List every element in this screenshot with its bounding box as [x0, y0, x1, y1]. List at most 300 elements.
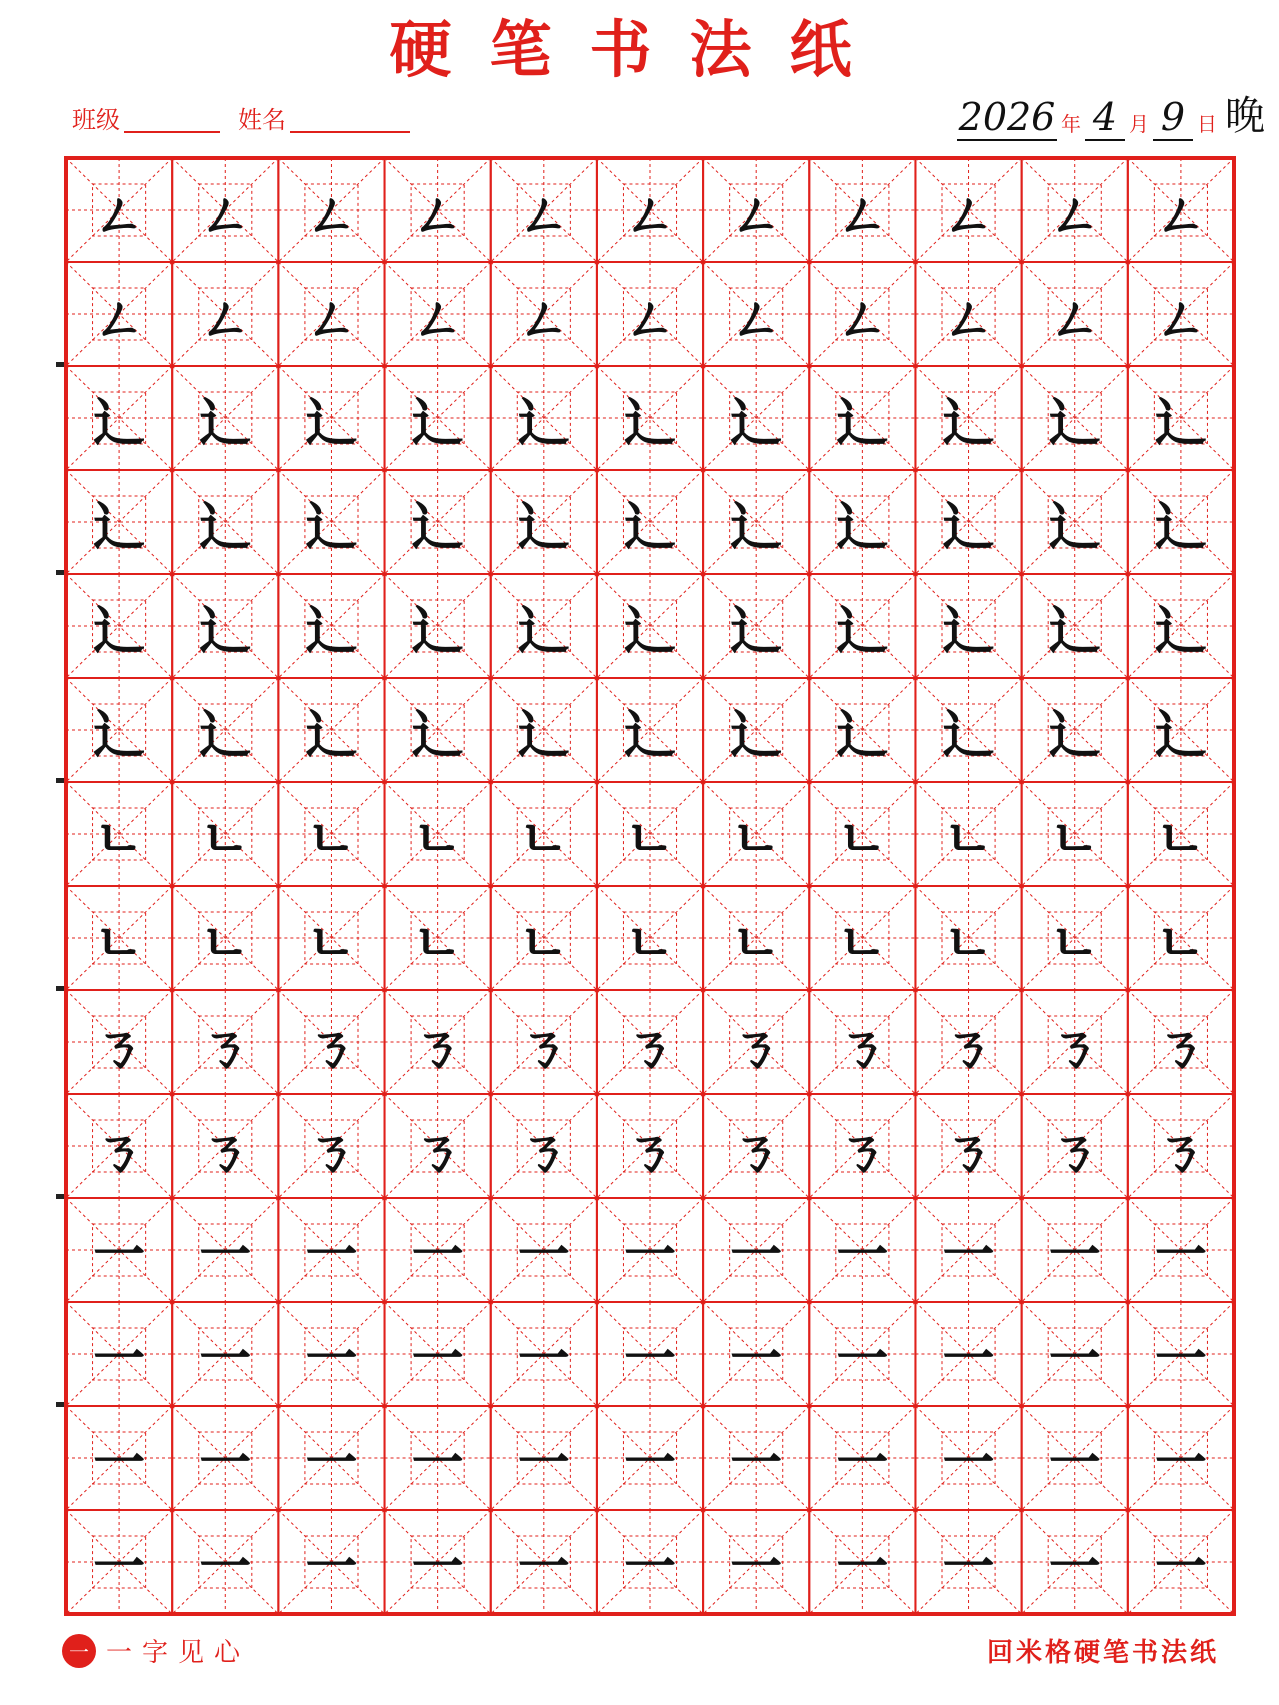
grid-cell[interactable] [915, 782, 1021, 886]
grid-cell[interactable] [809, 470, 915, 574]
practice-stroke: ㄥ [93, 184, 146, 246]
grid-cell[interactable] [809, 574, 915, 678]
grid-cell[interactable] [703, 1510, 809, 1614]
grid-cell[interactable] [703, 262, 809, 366]
grid-cell[interactable] [703, 366, 809, 470]
practice-stroke: 一 [517, 1536, 570, 1598]
margin-tick [56, 1194, 64, 1199]
practice-stroke: ㄥ [942, 184, 995, 246]
practice-stroke: 辶 [942, 704, 995, 766]
grid-cell[interactable] [172, 366, 278, 470]
grid-cell[interactable] [809, 782, 915, 886]
practice-stroke: 辶 [411, 496, 464, 558]
grid-cell[interactable] [278, 782, 384, 886]
practice-stroke: ㄋ [411, 1016, 464, 1078]
practice-stroke: 辶 [942, 600, 995, 662]
grid-cell[interactable] [278, 262, 384, 366]
grid-cell[interactable] [385, 886, 491, 990]
grid-cell[interactable] [915, 366, 1021, 470]
grid-cell[interactable] [703, 470, 809, 574]
grid-cell[interactable] [66, 1198, 172, 1302]
practice-stroke: 辶 [623, 600, 677, 662]
grid-cell[interactable] [809, 262, 915, 366]
practice-stroke: ㄴ [306, 808, 357, 870]
practice-stroke: 一 [942, 1328, 995, 1390]
date-day[interactable]: 9 [1153, 95, 1193, 141]
practice-stroke: ㄥ [517, 288, 570, 350]
grid-cell[interactable] [491, 1094, 597, 1198]
practice-stroke: 一 [836, 1536, 889, 1598]
practice-stroke: 辶 [942, 496, 995, 558]
grid-cell[interactable] [809, 1302, 915, 1406]
grid-cell[interactable] [809, 990, 915, 1094]
grid-cell[interactable] [1128, 782, 1234, 886]
practice-stroke: ㄥ [1154, 184, 1207, 246]
practice-stroke: 一 [942, 1224, 995, 1286]
grid-cell[interactable] [809, 158, 915, 262]
practice-stroke: 一 [836, 1432, 889, 1494]
practice-stroke: ㄥ [411, 184, 464, 246]
practice-stroke: 一 [305, 1432, 358, 1494]
practice-stroke: 辶 [517, 600, 570, 662]
grid-cell[interactable] [809, 366, 915, 470]
grid-cell[interactable] [809, 1406, 915, 1510]
grid-cell[interactable] [278, 886, 384, 990]
grid-cell[interactable] [1128, 470, 1234, 574]
margin-tick [56, 570, 64, 575]
grid-cell[interactable] [172, 1510, 278, 1614]
practice-stroke: 一 [517, 1432, 570, 1494]
grid-cell[interactable] [1128, 1198, 1234, 1302]
practice-stroke: ㄋ [730, 1120, 783, 1182]
grid-cell[interactable] [915, 1302, 1021, 1406]
practice-stroke: 一 [93, 1224, 146, 1286]
grid-cell[interactable] [172, 158, 278, 262]
grid-cell[interactable] [278, 1302, 384, 1406]
practice-stroke: 一 [1048, 1328, 1101, 1390]
practice-stroke: ㄴ [624, 912, 676, 974]
grid-cell[interactable] [1022, 158, 1128, 262]
grid-cell[interactable] [278, 366, 384, 470]
practice-stroke: 一 [305, 1328, 358, 1390]
grid-cell[interactable] [703, 886, 809, 990]
grid-cell[interactable] [1022, 782, 1128, 886]
grid-cell[interactable] [491, 886, 597, 990]
practice-stroke: 辶 [1048, 600, 1101, 662]
practice-stroke: ㄋ [836, 1120, 889, 1182]
practice-stroke: ㄥ [623, 184, 677, 246]
practice-stroke: 辶 [411, 600, 464, 662]
practice-stroke: 辶 [1048, 704, 1101, 766]
practice-stroke: 辶 [517, 392, 570, 454]
practice-stroke: 一 [623, 1432, 677, 1494]
practice-stroke: ㄴ [1049, 912, 1100, 974]
practice-stroke: 辶 [305, 600, 358, 662]
grid-cell[interactable] [597, 1094, 703, 1198]
date-month[interactable]: 4 [1085, 95, 1125, 141]
practice-stroke: 辶 [199, 496, 252, 558]
practice-stroke: 一 [411, 1432, 464, 1494]
grid-cell[interactable] [1022, 1198, 1128, 1302]
grid-cell[interactable] [66, 990, 172, 1094]
practice-stroke: ㄴ [518, 808, 569, 870]
date-period: 晚 [1225, 93, 1265, 139]
practice-stroke: ㄥ [836, 184, 889, 246]
grid-cell[interactable] [278, 470, 384, 574]
brand-logo-icon: 一 [62, 1634, 96, 1668]
grid-cell[interactable] [703, 1198, 809, 1302]
grid-cell[interactable] [703, 678, 809, 782]
grid-cell[interactable] [278, 158, 384, 262]
practice-stroke: ㄴ [943, 912, 994, 974]
practice-stroke: 一 [1048, 1432, 1101, 1494]
grid-cell[interactable] [491, 470, 597, 574]
grid-cell[interactable] [278, 990, 384, 1094]
grid-cell[interactable] [491, 1406, 597, 1510]
grid-cell[interactable] [1022, 574, 1128, 678]
practice-stroke: 辶 [836, 704, 889, 766]
grid-cell[interactable] [1022, 366, 1128, 470]
grid-cell[interactable] [385, 1094, 491, 1198]
grid-cell[interactable] [385, 574, 491, 678]
grid-cell[interactable] [1128, 366, 1234, 470]
practice-stroke: ㄋ [836, 1016, 889, 1078]
grid-cell[interactable] [1128, 262, 1234, 366]
practice-stroke: 一 [1154, 1328, 1207, 1390]
grid-cell[interactable] [703, 1094, 809, 1198]
grid-cell[interactable] [278, 1406, 384, 1510]
grid-cell[interactable] [809, 1094, 915, 1198]
practice-stroke: 一 [93, 1328, 146, 1390]
grid-cell[interactable] [597, 158, 703, 262]
practice-stroke: ㄋ [93, 1120, 146, 1182]
practice-stroke: 一 [730, 1536, 783, 1598]
margin-tick [56, 1402, 64, 1407]
grid-cell[interactable] [915, 262, 1021, 366]
grid-cell[interactable] [172, 1302, 278, 1406]
grid-cell[interactable] [1128, 158, 1234, 262]
practice-stroke: ㄥ [93, 288, 146, 350]
grid-cell[interactable] [1022, 470, 1128, 574]
grid-cell[interactable] [1022, 678, 1128, 782]
grid-cell[interactable] [1022, 1094, 1128, 1198]
grid-cell[interactable] [491, 158, 597, 262]
grid-cell[interactable] [172, 262, 278, 366]
practice-stroke: ㄋ [623, 1120, 677, 1182]
grid-cell[interactable] [915, 990, 1021, 1094]
practice-stroke: ㄴ [200, 912, 251, 974]
practice-stroke: 一 [1048, 1536, 1101, 1598]
practice-stroke: ㄋ [1154, 1120, 1207, 1182]
student-fields [72, 100, 428, 135]
grid-cell[interactable] [491, 1510, 597, 1614]
practice-stroke: 辶 [305, 704, 358, 766]
practice-stroke: 一 [411, 1328, 464, 1390]
practice-stroke: ㄴ [731, 808, 782, 870]
grid-cell[interactable] [385, 782, 491, 886]
grid-cell[interactable] [597, 262, 703, 366]
practice-stroke: 辶 [517, 496, 570, 558]
grid-cell[interactable] [1022, 1302, 1128, 1406]
practice-stroke: ㄴ [837, 808, 888, 870]
grid-cell[interactable] [491, 366, 597, 470]
practice-stroke: ㄋ [1048, 1016, 1101, 1078]
grid-cell[interactable] [491, 262, 597, 366]
grid-cell[interactable] [703, 1406, 809, 1510]
grid-cell[interactable] [703, 574, 809, 678]
grid-cell[interactable] [703, 782, 809, 886]
practice-stroke: 辶 [411, 704, 464, 766]
grid-cell[interactable] [1022, 262, 1128, 366]
grid-cell[interactable] [278, 1094, 384, 1198]
practice-stroke: 辶 [730, 392, 783, 454]
grid-cell[interactable] [597, 1302, 703, 1406]
grid-cell[interactable] [278, 678, 384, 782]
margin-tick [56, 778, 64, 783]
grid-cell[interactable] [491, 990, 597, 1094]
practice-stroke: ㄋ [1154, 1016, 1207, 1078]
practice-stroke: 一 [1048, 1224, 1101, 1286]
grid-cell[interactable] [597, 574, 703, 678]
grid-cell[interactable] [66, 1302, 172, 1406]
practice-stroke: 辶 [199, 392, 252, 454]
grid-cell[interactable] [915, 1198, 1021, 1302]
practice-stroke: 辶 [93, 496, 146, 558]
grid-cell[interactable] [491, 1302, 597, 1406]
grid-cell[interactable] [66, 158, 172, 262]
grid-cell[interactable] [66, 470, 172, 574]
practice-stroke: 辶 [1154, 496, 1207, 558]
grid-cell[interactable] [1128, 1302, 1234, 1406]
grid-cell[interactable] [597, 1510, 703, 1614]
name-label: 姓名 [238, 106, 286, 134]
practice-stroke: ㄥ [942, 288, 995, 350]
grid-cell[interactable] [66, 1406, 172, 1510]
grid-cell[interactable] [703, 158, 809, 262]
practice-stroke: 一 [411, 1536, 464, 1598]
practice-stroke: 一 [623, 1224, 677, 1286]
grid-cell[interactable] [915, 158, 1021, 262]
grid-cell[interactable] [491, 1198, 597, 1302]
practice-stroke: ㄥ [623, 288, 677, 350]
practice-stroke: 一 [836, 1224, 889, 1286]
grid-cell[interactable] [597, 1406, 703, 1510]
grid-cell[interactable] [597, 886, 703, 990]
grid-cell[interactable] [66, 1510, 172, 1614]
grid-cell[interactable] [915, 886, 1021, 990]
grid-cell[interactable] [1128, 1094, 1234, 1198]
grid-cell[interactable] [278, 574, 384, 678]
practice-stroke: ㄥ [836, 288, 889, 350]
practice-stroke: ㄋ [517, 1120, 570, 1182]
practice-stroke: ㄥ [1048, 184, 1101, 246]
grid-cell[interactable] [491, 574, 597, 678]
practice-stroke: 辶 [730, 704, 783, 766]
practice-stroke: 一 [199, 1536, 252, 1598]
practice-stroke: ㄥ [199, 288, 252, 350]
grid-cell[interactable] [385, 470, 491, 574]
grid-cell[interactable] [385, 262, 491, 366]
grid-cell[interactable] [172, 782, 278, 886]
grid-cell[interactable] [491, 782, 597, 886]
practice-stroke: ㄋ [199, 1120, 252, 1182]
practice-stroke: ㄴ [1155, 912, 1207, 974]
practice-stroke: 一 [1154, 1536, 1207, 1598]
practice-stroke: ㄥ [1048, 288, 1101, 350]
grid-cell[interactable] [172, 574, 278, 678]
grid-cell[interactable] [66, 782, 172, 886]
practice-stroke: 一 [730, 1224, 783, 1286]
practice-stroke: 辶 [836, 600, 889, 662]
grid-cell[interactable] [915, 678, 1021, 782]
practice-stroke: 一 [1154, 1224, 1207, 1286]
grid-cell[interactable] [172, 1406, 278, 1510]
practice-stroke: ㄴ [93, 912, 145, 974]
grid-cell[interactable] [703, 990, 809, 1094]
grid-cell[interactable] [172, 1094, 278, 1198]
grid-cell[interactable] [809, 886, 915, 990]
practice-stroke: 一 [305, 1224, 358, 1286]
grid-cell[interactable] [1022, 886, 1128, 990]
practice-stroke: ㄋ [411, 1120, 464, 1182]
practice-stroke: 一 [199, 1328, 252, 1390]
grid-cell[interactable] [385, 366, 491, 470]
grid-cell[interactable] [597, 782, 703, 886]
practice-stroke: ㄥ [730, 288, 783, 350]
practice-stroke: ㄋ [942, 1016, 995, 1078]
grid-cell[interactable] [66, 886, 172, 990]
practice-stroke: 辶 [623, 496, 677, 558]
grid-cell[interactable] [385, 1406, 491, 1510]
grid-cell[interactable] [1128, 1406, 1234, 1510]
grid-cell[interactable] [915, 1510, 1021, 1614]
name-blank[interactable] [290, 111, 410, 133]
practice-stroke: ㄴ [412, 808, 463, 870]
grid-cell[interactable] [385, 1198, 491, 1302]
grid-cell[interactable] [1022, 1510, 1128, 1614]
grid-cell[interactable] [385, 1510, 491, 1614]
grid-cell[interactable] [597, 990, 703, 1094]
practice-stroke: ㄋ [93, 1016, 146, 1078]
practice-stroke: ㄥ [1154, 288, 1207, 350]
class-blank[interactable] [124, 111, 220, 133]
margin-tick [56, 362, 64, 367]
practice-stroke: 辶 [836, 392, 889, 454]
practice-stroke: ㄋ [730, 1016, 783, 1078]
practice-stroke: 辶 [199, 600, 252, 662]
grid-cell[interactable] [172, 470, 278, 574]
practice-stroke: ㄴ [624, 808, 676, 870]
grid-cell[interactable] [385, 1302, 491, 1406]
grid-cell[interactable] [703, 1302, 809, 1406]
grid-cell[interactable] [1128, 574, 1234, 678]
grid-cell[interactable] [597, 470, 703, 574]
practice-stroke: ㄴ [1155, 808, 1207, 870]
practice-stroke: ㄴ [200, 808, 251, 870]
grid-cell[interactable] [1128, 990, 1234, 1094]
grid-cell[interactable] [66, 1094, 172, 1198]
grid-cell[interactable] [1022, 1406, 1128, 1510]
grid-cell[interactable] [1128, 1510, 1234, 1614]
grid-cell[interactable] [915, 574, 1021, 678]
grid-cell[interactable] [1022, 990, 1128, 1094]
grid-cell[interactable] [597, 1198, 703, 1302]
practice-stroke: ㄥ [305, 184, 358, 246]
grid-cell[interactable] [1128, 678, 1234, 782]
grid-cell[interactable] [278, 1510, 384, 1614]
practice-stroke: ㄥ [305, 288, 358, 350]
practice-stroke: 一 [1154, 1432, 1207, 1494]
practice-stroke: 一 [730, 1432, 783, 1494]
grid-cell[interactable] [1128, 886, 1234, 990]
day-unit: 日 [1197, 112, 1217, 136]
practice-stroke: ㄋ [942, 1120, 995, 1182]
paper-type-label: 回米格硬笔书法纸 [986, 1638, 1219, 1668]
grid-cell[interactable] [385, 990, 491, 1094]
practice-stroke: 辶 [93, 392, 146, 454]
grid-cell[interactable] [809, 1510, 915, 1614]
practice-stroke: ㄋ [1048, 1120, 1101, 1182]
practice-stroke: 一 [623, 1328, 677, 1390]
month-unit: 月 [1129, 112, 1149, 136]
practice-grid [64, 156, 1236, 1616]
year-unit: 年 [1061, 112, 1081, 136]
grid-cell[interactable] [597, 366, 703, 470]
grid-cell[interactable] [915, 1094, 1021, 1198]
date-year[interactable]: 2026 [958, 95, 1056, 139]
practice-stroke: ㄴ [943, 808, 994, 870]
grid-cell[interactable] [385, 158, 491, 262]
grid-cell[interactable] [66, 678, 172, 782]
practice-stroke: 辶 [305, 392, 358, 454]
grid-cell[interactable] [491, 678, 597, 782]
grid-cell[interactable] [597, 678, 703, 782]
practice-stroke: 辶 [1048, 496, 1101, 558]
practice-stroke: 一 [517, 1328, 570, 1390]
practice-stroke: 辶 [1154, 600, 1207, 662]
practice-stroke: ㄥ [199, 184, 252, 246]
practice-stroke: 辶 [1154, 704, 1207, 766]
practice-stroke: 一 [411, 1224, 464, 1286]
practice-stroke: ㄋ [305, 1016, 358, 1078]
practice-stroke: ㄴ [412, 912, 463, 974]
practice-stroke: ㄋ [517, 1016, 570, 1078]
practice-stroke: ㄥ [411, 288, 464, 350]
practice-stroke: ㄴ [306, 912, 357, 974]
practice-stroke: 辶 [199, 704, 252, 766]
grid-cell[interactable] [66, 262, 172, 366]
grid-cell[interactable] [385, 678, 491, 782]
practice-stroke: 辶 [1154, 392, 1207, 454]
grid-cell[interactable] [66, 574, 172, 678]
brand-footer [62, 1632, 250, 1669]
practice-stroke: 一 [730, 1328, 783, 1390]
grid-cell[interactable] [278, 1198, 384, 1302]
grid-cell[interactable] [809, 1198, 915, 1302]
practice-stroke: 辶 [93, 704, 146, 766]
date-fields [957, 84, 1265, 141]
practice-stroke: 一 [942, 1432, 995, 1494]
grid-cell[interactable] [172, 990, 278, 1094]
practice-stroke: 辶 [1048, 392, 1101, 454]
grid-cell[interactable] [172, 886, 278, 990]
grid-cell[interactable] [172, 678, 278, 782]
grid-cell[interactable] [172, 1198, 278, 1302]
grid-cell[interactable] [915, 470, 1021, 574]
grid-cell[interactable] [809, 678, 915, 782]
grid-cell[interactable] [915, 1406, 1021, 1510]
grid-cell[interactable] [66, 366, 172, 470]
